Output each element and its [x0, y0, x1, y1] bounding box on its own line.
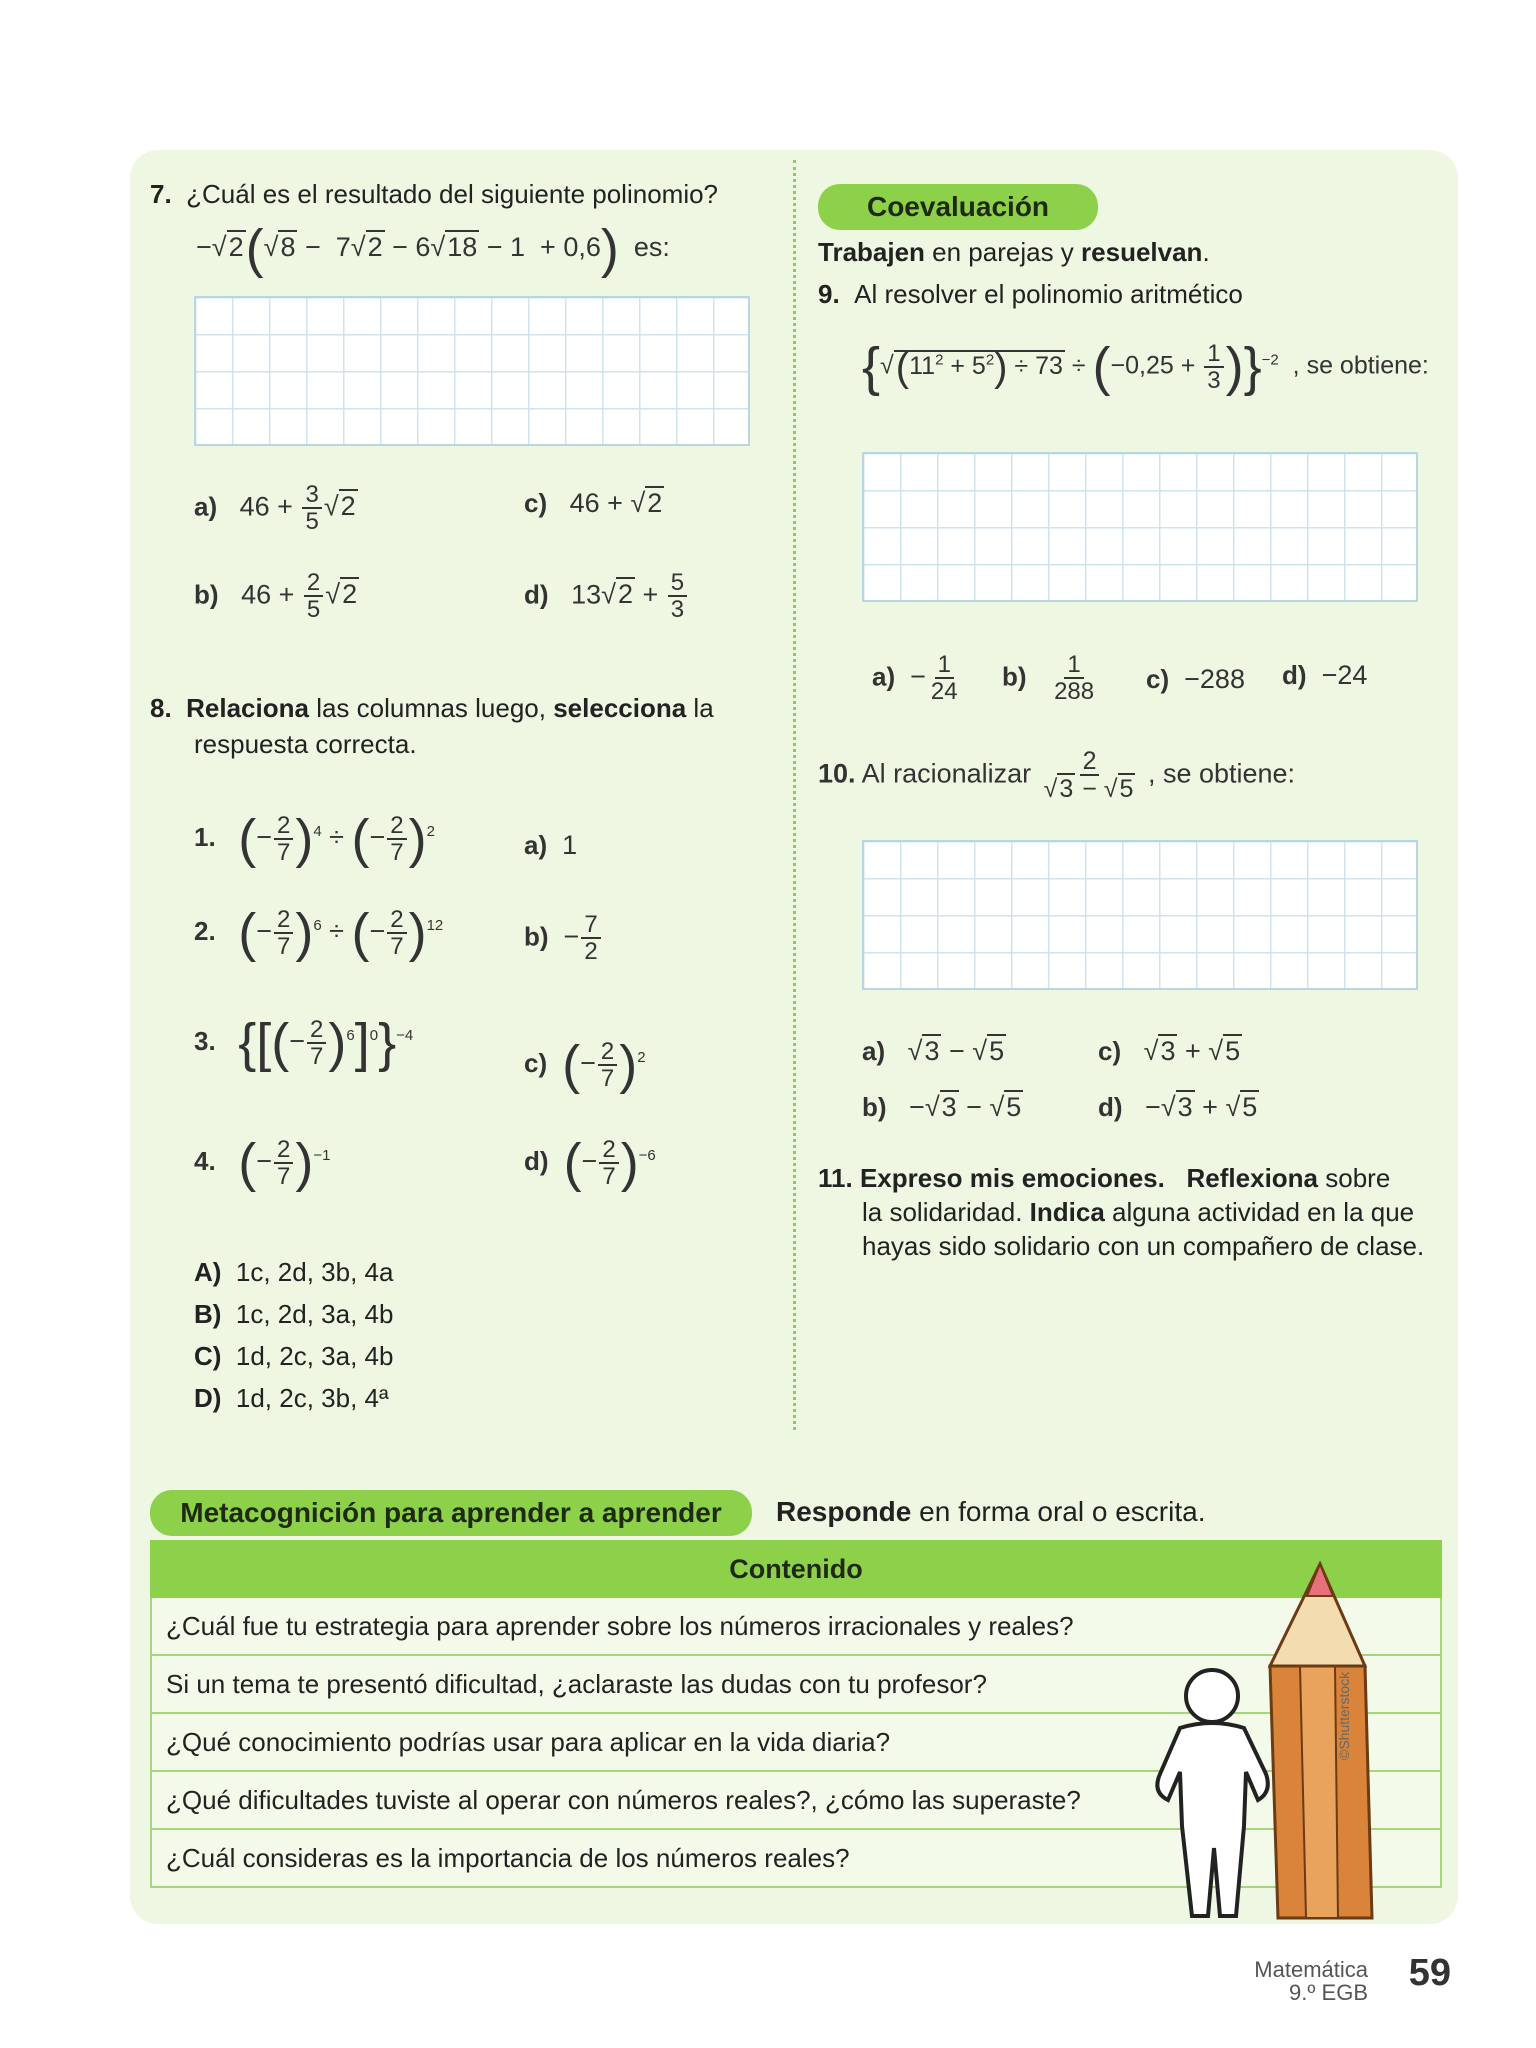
metacognicion-pill: Metacognición para aprender a aprender — [150, 1490, 752, 1536]
table-row: ¿Cuál fue tu estrategia para aprender sobre los números irracionales y reales? — [151, 1597, 1441, 1655]
q8-answer-A[interactable]: A) 1c, 2d, 3b, 4a — [194, 1257, 394, 1287]
q10-option-b[interactable]: b) −√3 − √5 — [862, 1092, 1022, 1122]
q8-title-line2: respuesta correcta. — [194, 729, 417, 759]
q11-line2: la solidaridad. Indica alguna actividad en la que — [862, 1197, 1415, 1227]
table-row: ¿Qué conocimiento podrías usar para aplicar en la vida diaria? — [151, 1713, 1441, 1771]
person-icon — [1157, 1670, 1267, 1916]
q8-right-a: a) 1 — [524, 830, 578, 860]
q11-line1: 11. Expreso mis emociones. Reflexiona sobre — [818, 1163, 1391, 1193]
q9-expression: {$√(11^2 + 5^2) \div 73 \div (-0,25$ + $\frac{1}{3}$ )}$^{-2}$ , se obtiene: — [862, 337, 1429, 397]
image-credit: ©Shutterstock — [1336, 1671, 1352, 1760]
table-row: ¿Qué dificultades tuviste al operar con números reales?, ¿cómo las superaste? — [151, 1771, 1441, 1829]
q8-right-b: b) − $\frac{7}{2}$ — [524, 912, 603, 964]
q9-option-a[interactable]: a) − $\frac{1}{24}$ — [872, 651, 958, 706]
q9-suffix: , se obtiene: — [1292, 351, 1429, 380]
q9-option-c[interactable]: c) −288 — [1146, 664, 1245, 694]
q10-option-d[interactable]: d) −√3 + √5 — [1098, 1092, 1258, 1122]
column-divider — [793, 160, 796, 1430]
q8-answer-D[interactable]: D) 1d, 2c, 3b, 4ª — [194, 1383, 389, 1413]
q8-left-4: 4. (− $\frac{2}{7}$ )$^{-1}$ — [194, 1133, 331, 1193]
meta-instruction: Responde en forma oral o escrita. — [776, 1496, 1206, 1527]
q7-number: 7. — [150, 179, 172, 209]
q7-title — [150, 178, 718, 212]
q7-option-b[interactable]: b) 46 + $\frac{2}{5}$ √2 — [194, 569, 358, 624]
q8-left-1: 1. (− $\frac{2}{7}$ )$^4$ ÷ (− $\frac{2}{7}$ )$^2$ — [194, 809, 435, 869]
q7-suffix: es: — [633, 232, 670, 263]
table-row: ¿Cuál consideras es la importancia de los números reales? — [151, 1829, 1441, 1887]
q10-option-c[interactable]: c) √3 + √5 — [1098, 1036, 1241, 1066]
table-header-contenido: Contenido — [151, 1541, 1441, 1597]
coevaluacion-pill: Coevaluación — [818, 184, 1098, 230]
q8-answer-B[interactable]: B) 1c, 2d, 3a, 4b — [194, 1299, 394, 1329]
q8-left-2: 2. (− $\frac{2}{7}$ )$^6$ ÷ (− $\frac{2}{7}$ )$^{12}$ — [194, 903, 444, 963]
q9-option-b[interactable]: b) $\frac{1}{288}$ — [1002, 651, 1095, 706]
q9-title: 9. Al resolver el polinomio aritmético — [818, 279, 1243, 309]
coev-instruction: Trabajen en parejas y resuelvan. — [818, 237, 1210, 267]
q7-answer-grid[interactable] — [194, 296, 750, 446]
q11-line3: hayas sido solidario con un compañero de clase. — [862, 1231, 1425, 1261]
q7-expression: −√2(√8 − 7√2 − 6√18 − 1 + 0,6) es: — [196, 219, 670, 279]
q8-left-3: 3. {[(− $\frac{2}{7}$ )$^6$]$^0$}$^{-4}$ — [194, 1013, 414, 1073]
page-number: 59 — [1408, 1952, 1451, 1994]
q9-option-d[interactable]: d) −24 — [1282, 660, 1368, 690]
q10-answer-grid[interactable] — [862, 840, 1418, 990]
q8-right-d: d) (− $\frac{2}{7}$ )$^{-6}$ — [524, 1133, 656, 1193]
table-row: Si un tema te presentó dificultad, ¿aclaraste las dudas con tu profesor? — [151, 1655, 1441, 1713]
q8-answer-C[interactable]: C) 1d, 2c, 3a, 4b — [194, 1341, 394, 1371]
q7-text: ¿Cuál es el resultado del siguiente polinomio? — [186, 179, 719, 209]
footer-subject: Matemática 9.º EGB — [1254, 1957, 1368, 2006]
q7-option-d[interactable]: d) 13√2 + $\frac{5}{3}$ — [524, 570, 689, 622]
q10-option-a[interactable]: a) √3 − √5 — [862, 1036, 1005, 1066]
q7-option-c[interactable]: c) 46 + √2 — [524, 488, 663, 518]
q8-right-c: c) (− $\frac{2}{7}$ )$^2$ — [524, 1035, 646, 1095]
pencil-icon — [1270, 1564, 1372, 1918]
q7-option-a[interactable]: a) 46 + $\frac{3}{5}$ √2 — [194, 481, 356, 536]
q9-answer-grid[interactable] — [862, 452, 1418, 602]
q8-title: 8. Relaciona las columnas luego, selecciona la — [150, 693, 714, 723]
q10-title: 10. Al racionalizar $\frac{2}{√3 - √5}$ , se obtiene: — [818, 747, 1296, 804]
